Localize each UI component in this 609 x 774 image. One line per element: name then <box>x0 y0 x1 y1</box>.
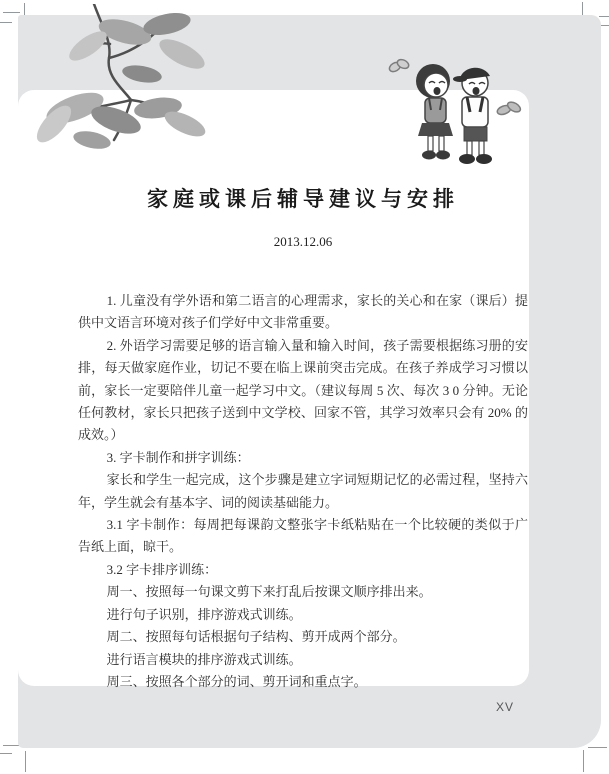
paragraph: 2. 外语学习需要足够的语言输入量和输入时间，孩子需要根据练习册的安排，每天做家庭作业，切记不要在临上课前突击完成。在孩子养成学习习惯以前，家长一定要陪伴儿童一起学习中文。（建议每周 5 次、每次 3 0 分钟。无论任何教材，家长只把孩子送到中文学校、回家不管，其学习效率只会有 20% 的成效。） <box>78 337 528 443</box>
paragraph: 家长和学生一起完成，这个步骤是建立字词短期记忆的必需过程，坚持六年，学生就会有基本字、词的阅读基础能力。 <box>78 472 528 510</box>
paragraph: 周一、按照每一句课文剪下来打乱后按课文顺序排出来。 <box>106 584 432 600</box>
paragraph: 周二、按照每句话根据句子结构、剪开成两个部分。 <box>106 629 406 645</box>
page-title: 家庭或课后辅导建议与安排 <box>147 188 459 211</box>
document-date: 2013.12.06 <box>273 234 333 249</box>
document-text-column <box>78 0 528 774</box>
paragraph: 3.1 字卡制作：每周把每课韵文整张字卡纸粘贴在一个比较硬的类似于广告纸上面，晾干。 <box>78 517 528 555</box>
paragraph: 进行句子识别，排序游戏式训练。 <box>106 606 302 622</box>
page-number: XV <box>495 700 514 714</box>
document-body <box>78 290 528 693</box>
paragraph: 1. 儿童没有学外语和第二语言的心理需求，家长的关心和在家（课后）提供中文语言环境对孩子们学好中文非常重要。 <box>78 293 528 331</box>
paragraph: 3. 字卡制作和拼字训练： <box>106 449 250 465</box>
paragraph: 周三、按照各个部分的词、剪开词和重点字。 <box>106 673 367 689</box>
paragraph: 进行语言模块的排序游戏式训练。 <box>106 651 302 667</box>
paragraph: 3.2 字卡排序训练： <box>106 561 218 577</box>
